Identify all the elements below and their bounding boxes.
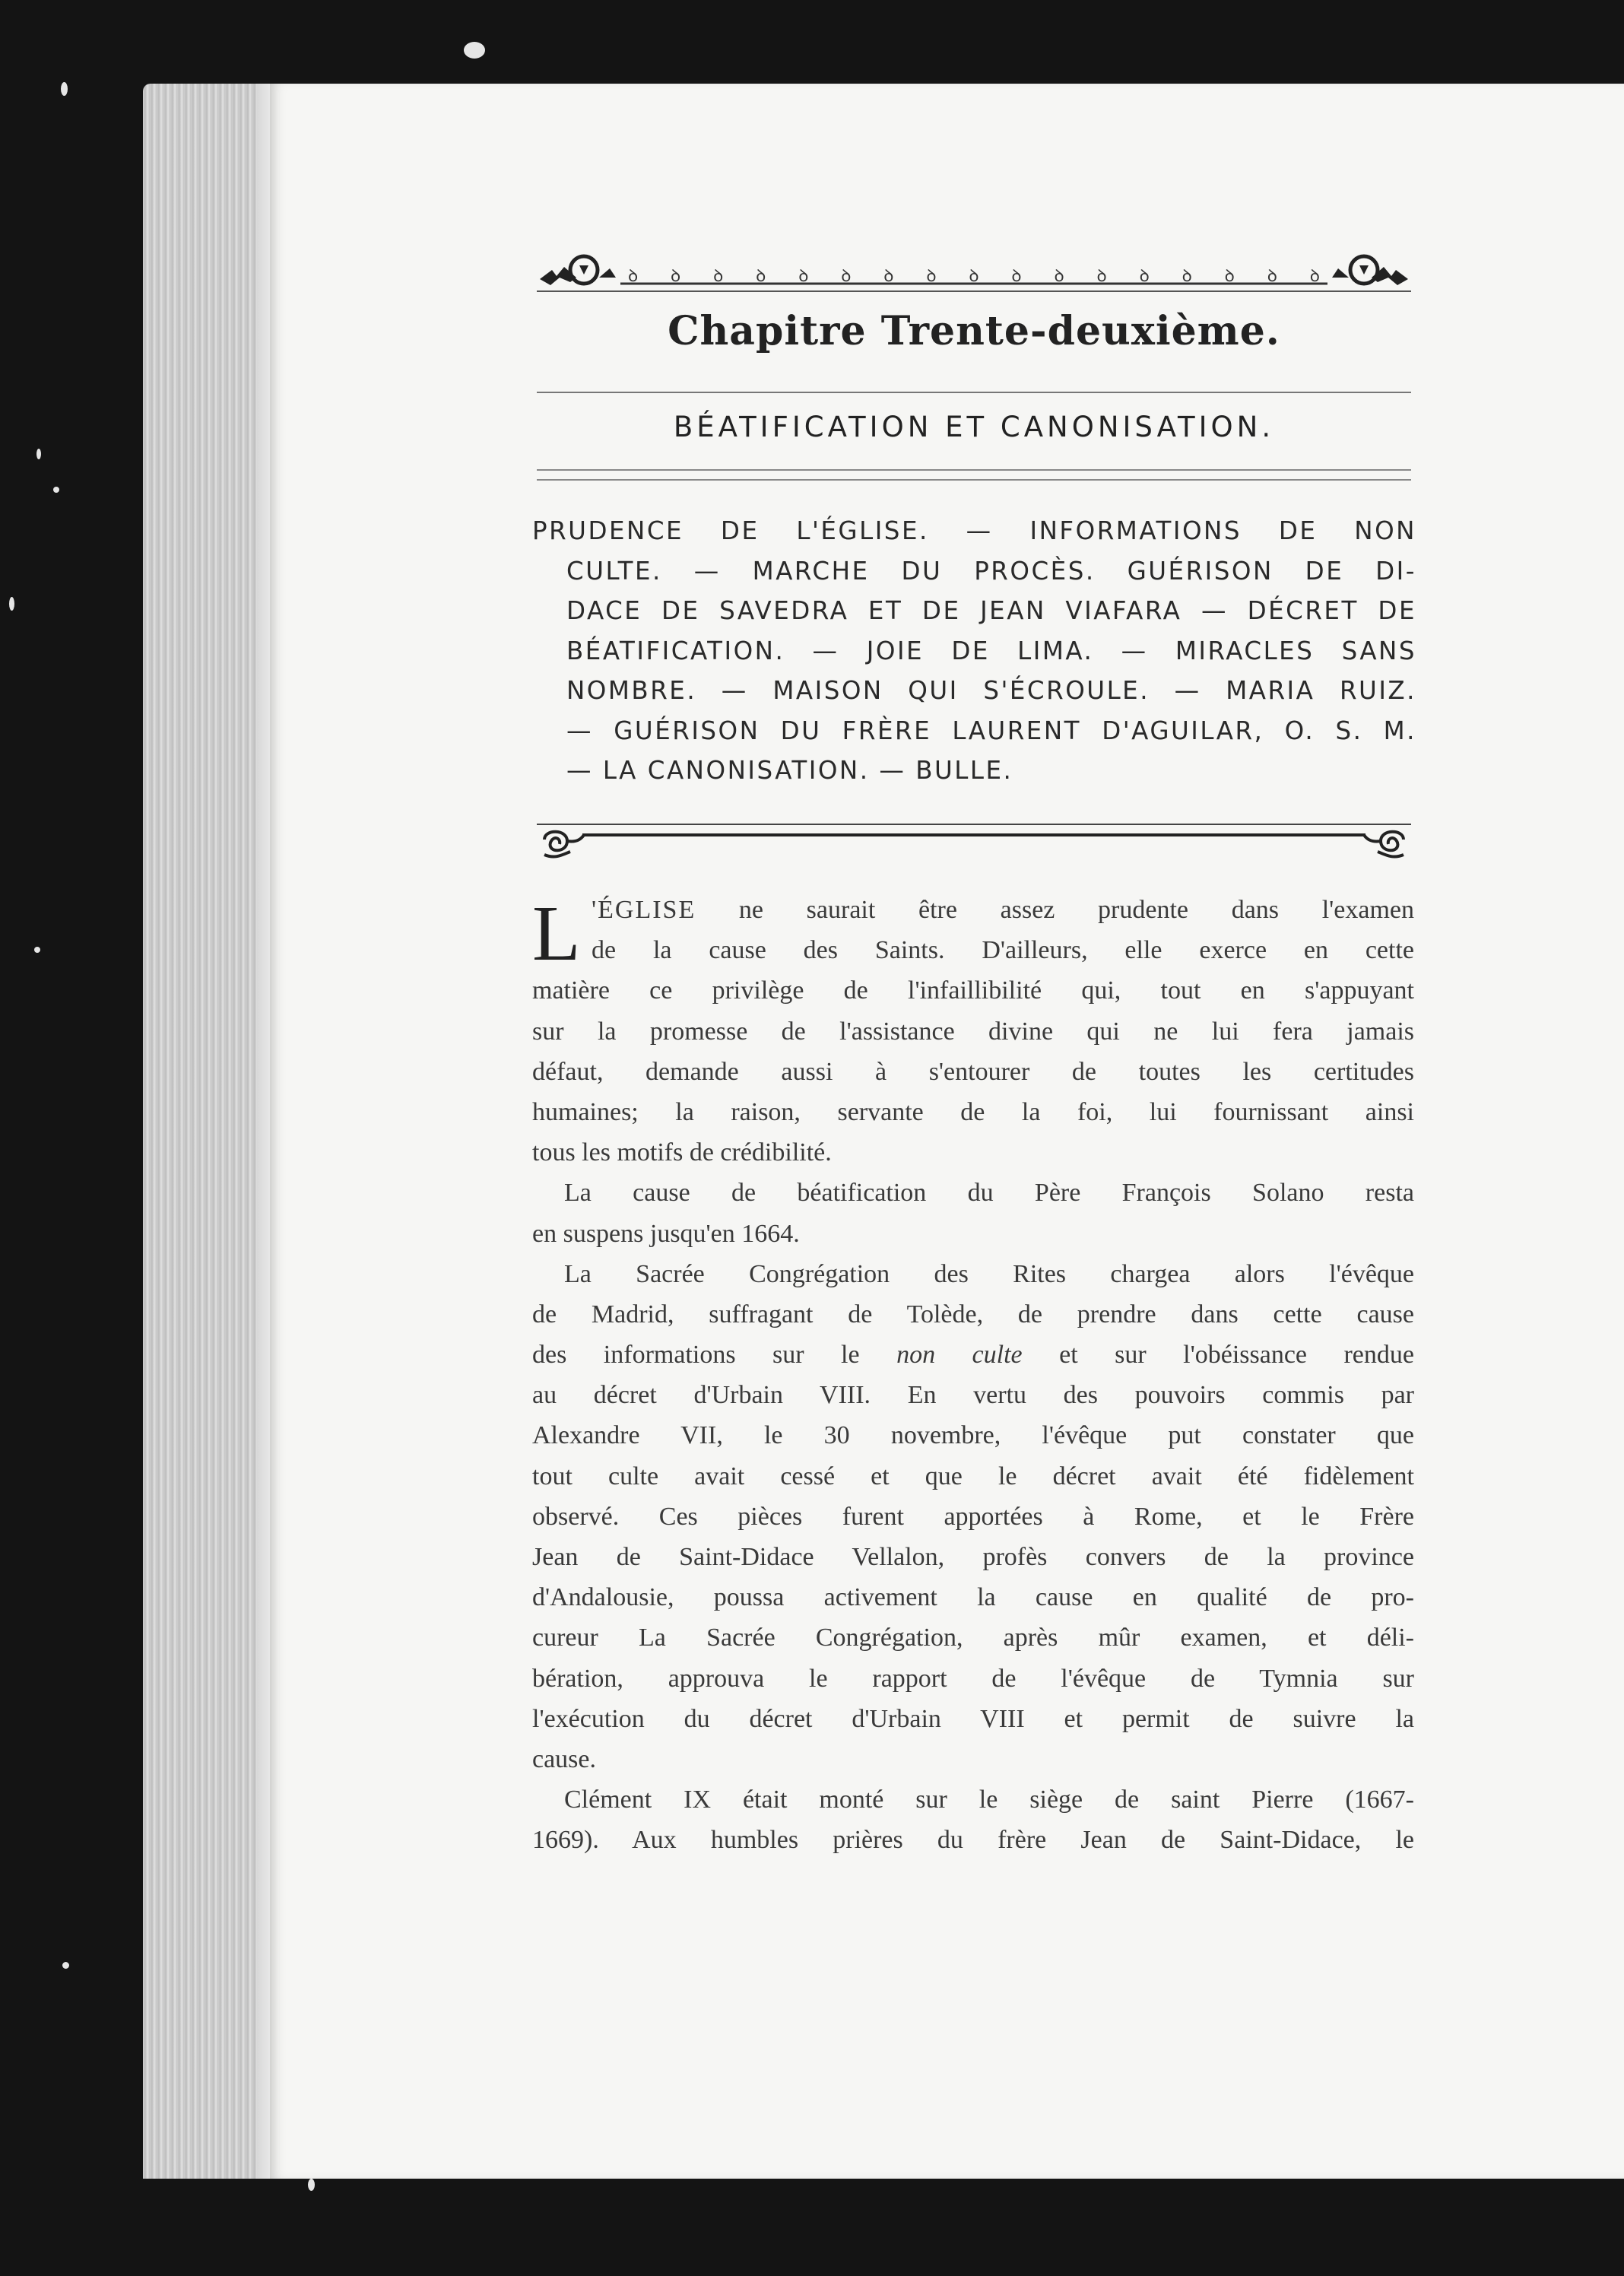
summary-line: PRUDENCE DE L'ÉGLISE. — INFORMATIONS DE NON (532, 516, 1416, 545)
text-line: La cause de béatification du Père François Solano resta (564, 1179, 1414, 1208)
summary-line: DACE DE SAVEDRA ET DE JEAN VIAFARA — DÉCRET DE (566, 596, 1416, 625)
divider (537, 392, 1411, 393)
text-line: de la cause des Saints. D'ailleurs, elle exerce en cette (592, 936, 1414, 965)
text-line (532, 890, 1414, 930)
vine-scroll-row: ꝺ ꝺ ꝺ ꝺ ꝺ ꝺ ꝺ ꝺ ꝺ ꝺ ꝺ ꝺ ꝺ ꝺ ꝺ ꝺ ꝺ (628, 266, 1320, 285)
text-line: observé. Ces pièces furent apportées à Rome, et le Frère (532, 1502, 1414, 1531)
summary-line: — GUÉRISON DU FRÈRE LAURENT D'AGUILAR, O. S. M. (566, 716, 1416, 745)
text-line: humaines; la raison, servante de la foi, lui fournissant ainsi (532, 1097, 1414, 1126)
text-line: Jean de Saint-Didace Vellalon, profès convers de la province (532, 1543, 1414, 1571)
text-line (532, 1335, 1414, 1375)
first-word: 'ÉGLISE (592, 896, 696, 924)
text-line: bération, approuva le rapport de l'évêque de Tymnia sur (532, 1664, 1414, 1693)
scan-speck (9, 597, 14, 611)
chapter-title: Chapitre Trente-deuxième. (668, 308, 1280, 354)
text-fragment: et sur l'obéissance rendue (1022, 1341, 1414, 1370)
drop-cap: L (532, 890, 581, 977)
scan-speck (62, 1962, 69, 1969)
summary-line: BÉATIFICATION. — JOIE DE LIMA. — MIRACLES SANS (566, 636, 1416, 665)
text-line: Alexandre VII, le 30 novembre, l'évêque put constater que (532, 1421, 1414, 1450)
scan-speck (308, 2179, 315, 2191)
text-fragment: ne saurait être assez prudente dans l'examen (696, 896, 1414, 924)
scan-speck (36, 449, 41, 459)
section-ornament (537, 820, 1411, 873)
italic-term: non culte (896, 1341, 1023, 1370)
text-fragment: des informations sur le (532, 1341, 897, 1370)
scan-speck (464, 42, 485, 59)
text-line: sur la promesse de l'assistance divine qui ne lui fera jamais (532, 1017, 1414, 1046)
top-ornament (537, 247, 1411, 300)
scroll-ornament-icon (537, 820, 1411, 873)
text-line: défaut, demande aussi à s'entourer de toutes les certitudes (532, 1057, 1414, 1086)
text-line: au décret d'Urbain VIII. En vertu des pouvoirs commis par (532, 1381, 1414, 1410)
summary-line: CULTE. — MARCHE DU PROCÈS. GUÉRISON DE DI- (566, 556, 1416, 586)
scan-speck (34, 947, 40, 953)
text-line: Clément IX était monté sur le siège de saint Pierre (1667- (564, 1786, 1414, 1814)
book-page-edges (143, 84, 280, 2179)
section-title: BÉATIFICATION ET CANONISATION. (673, 411, 1275, 443)
chapter-summary (532, 511, 1416, 791)
summary-line: — LA CANONISATION. — BULLE. (566, 756, 1013, 785)
text-line: en suspens jusqu'en 1664. (532, 1219, 800, 1248)
text-line: tous les motifs de crédibilité. (532, 1138, 832, 1167)
text-line: cause. (532, 1744, 597, 1773)
divider (537, 479, 1411, 481)
text-line: tout culte avait cessé et que le décret avait été fidèlement (532, 1462, 1414, 1490)
text-line: cureur La Sacrée Congrégation, après mûr examen, et déli- (532, 1624, 1414, 1652)
scan-speck (53, 487, 59, 493)
text-line: 1669). Aux humbles prières du frère Jean de Saint-Didace, le (532, 1826, 1414, 1855)
text-line: matière ce privilège de l'infaillibilité qui, tout en s'appuyant (532, 976, 1414, 1005)
text-line: La Sacrée Congrégation des Rites chargea alors l'évêque (564, 1259, 1414, 1288)
body-text (532, 890, 1414, 1861)
text-line: de Madrid, suffragant de Tolède, de prendre dans cette cause (532, 1300, 1414, 1328)
text-line: l'exécution du décret d'Urbain VIII et permit de suivre la (532, 1704, 1414, 1733)
summary-line: NOMBRE. — MAISON QUI S'ÉCROULE. — MARIA RUIZ. (566, 676, 1416, 705)
scan-speck (61, 82, 68, 96)
divider (537, 469, 1411, 471)
text-line: d'Andalousie, poussa activement la cause en qualité de pro- (532, 1583, 1414, 1612)
